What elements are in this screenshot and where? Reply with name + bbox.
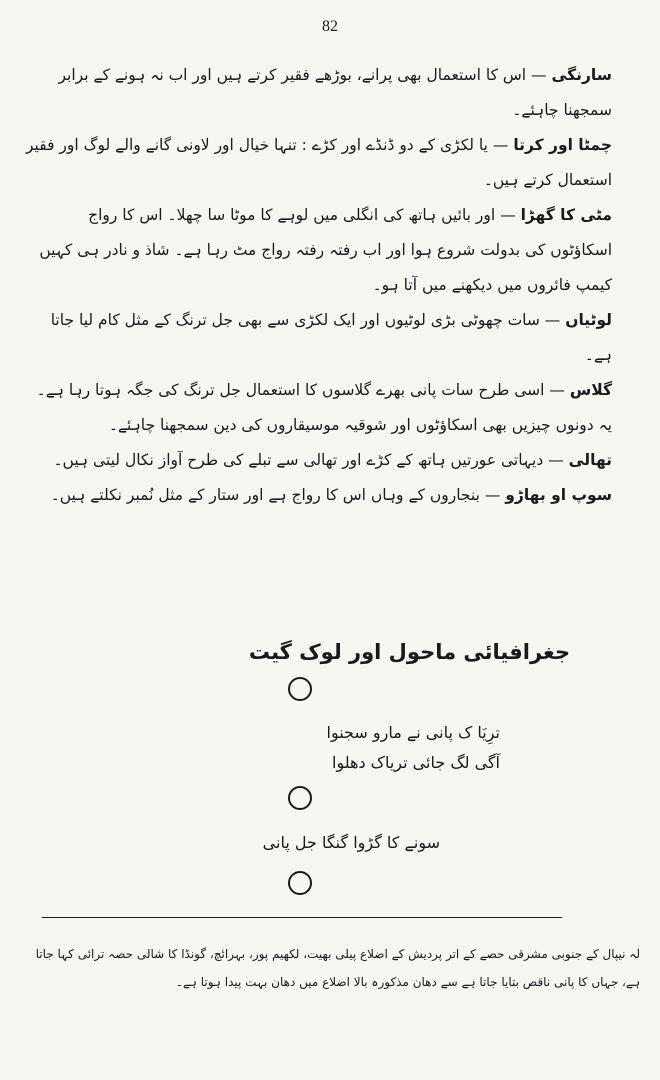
entry-text: — یا لکڑی کے دو ڈنڈے اور کڑے : تنہا خیال اور لاونی گانے والے لوگ اور فقیر استعمال کرتے ہیں۔ [26,136,612,189]
entry-term: مٹی کا گھڑا [520,206,612,224]
entry-text: — سات چھوٹی بڑی لوٹیوں اور ایک لکڑی سے بھی جل ترنگ کے مثل کام لیا جاتا ہے۔ [50,311,612,364]
section-heading: جغرافیائی ماحول اور لوک گیت [248,640,570,664]
entry-term: سوپ او بھاڑو [505,486,612,504]
list-item [22,478,612,513]
list-item [22,58,612,128]
list-item [22,303,612,373]
verse-stanza [263,828,440,858]
entry-term: چمٹا اور کرتا [513,136,612,154]
list-item [22,443,612,478]
entry-text: — اسی طرح سات پانی بھرے گلاسوں کا استعمال جل ترنگ کی جگہ ہوتا رہا ہے۔ یہ دونوں چیزیں بھی اسکاؤٹوں اور شوقیہ موسیقاروں کی دین سمجھنا چاہئے۔ [36,381,612,434]
entry-term: سارنگی [551,66,612,84]
list-item [22,373,612,443]
circle-bullet-icon [288,871,312,895]
footnote-divider [42,917,562,918]
verse-stanza [327,718,500,778]
entry-term: گلاس [569,381,612,399]
circle-bullet-icon [288,677,312,701]
entry-term: تھالی [568,451,612,469]
list-item [22,128,612,198]
entry-text: — دیہاتی عورتیں ہاتھ کے کڑے اور تھالی سے تبلے کی طرح آواز نکال لیتی ہیں۔ [53,451,564,469]
entry-text: — اس کا استعمال بھی پرانے، بوڑھے فقیر کرتے ہیں اور اب نہ ہونے کے برابر سمجھنا چاہئے۔ [58,66,612,119]
list-item [22,198,612,303]
entry-text: — بنجاروں کے وہاں اس کا رواج ہے اور ستار کے مثل نُمبر نکلتے ہیں۔ [50,486,501,504]
page-number: 82 [322,18,338,35]
verse-line: آگی لگ جائی تریاک دھلوا [332,753,500,772]
entry-text: — اور بائیں ہاتھ کی انگلی میں لوہے کا موٹا سا چھلا۔ اس کا رواج اسکاؤٹوں کی بدولت شروع ہوا اور اب رفتہ رفتہ رواج مٹ رہا ہے۔ شاذ و نادر ہی کہیں کیمپ فائروں میں دیکھنے میں آتا ہو۔ [39,206,612,294]
verse-line: سونے کا گڑوا گنگا جل پانی [262,833,440,852]
footnote: لہ نیپال کے جنوبی مشرقی حصے کے اتر پردیش کے اضلاع پیلی بھیت، لکھیم پور، بہرائچ، گونڈا کا شالی حصہ ترائی کہا جاتا ہے، جہاں کا پانی ناقص بتایا جاتا ہے سے دھان مذکورہ بالا اضلاع میں دھان بہت پیدا ہوتا ہے۔ [35,947,640,989]
verse-line: ترِیَا ک پانی نے مارو سجنوا [326,723,500,742]
circle-bullet-icon [288,786,312,810]
entry-term: لوٹیاں [565,311,612,329]
instrument-list [22,58,612,513]
